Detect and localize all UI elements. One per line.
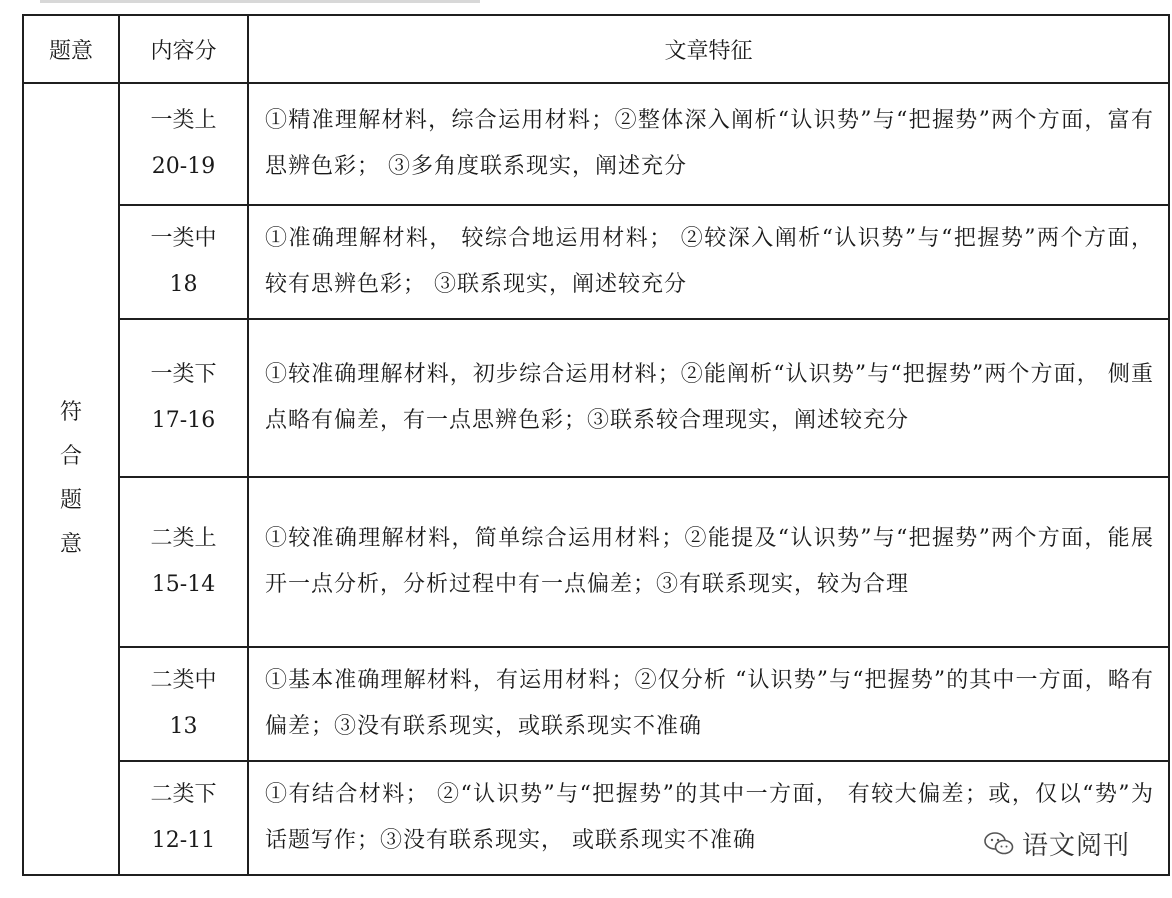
watermark — [978, 823, 1136, 864]
grade-score: 20-19 — [151, 154, 216, 179]
grade-cell — [119, 477, 248, 647]
grade-score: 12-11 — [151, 828, 216, 853]
watermark-text: 语文阅刊 — [1021, 831, 1130, 861]
scoring-rubric-table — [22, 14, 1170, 876]
feature-cell: ①精准理解材料，综合运用材料；②整体深入阐析“认识势”与“把握势”两个方面，富有思辨色彩； ③多角度联系现实，阐述充分 — [248, 83, 1169, 205]
grade-score: 15-14 — [151, 572, 216, 597]
grade-cell — [119, 761, 248, 875]
table-row — [23, 319, 1169, 477]
grade-cell — [119, 647, 248, 761]
feature-cell: ①较准确理解材料，初步综合运用材料；②能阐析“认识势”与“把握势”两个方面， 侧重点略有偏差，有一点思辨色彩；③联系较合理现实，阐述较充分 — [248, 319, 1169, 477]
topic-cell — [23, 83, 119, 875]
topic-label — [58, 391, 84, 567]
table-row — [23, 205, 1169, 319]
topic-char: 意 — [59, 532, 82, 557]
topic-char: 题 — [59, 488, 82, 513]
grade-cell — [119, 319, 248, 477]
grade-score: 18 — [169, 272, 198, 297]
header-grade: 内容分 — [119, 15, 248, 83]
grade-score: 17-16 — [151, 408, 216, 433]
feature-cell: ①有结合材料； ②“认识势”与“把握势”的其中一方面， 有较大偏差；或，仅以“势”为话题写作；③没有联系现实， 或联系现实不准确 — [248, 761, 1169, 875]
grade-score: 13 — [169, 714, 198, 739]
grade-cell — [119, 205, 248, 319]
grade-level: 一类上 — [150, 108, 217, 133]
header-feature: 文章特征 — [248, 15, 1169, 83]
grade-level: 二类中 — [150, 668, 217, 693]
top-cropped-strip — [40, 0, 480, 3]
table-row — [23, 83, 1169, 205]
header-topic: 题意 — [23, 15, 119, 83]
table-row — [23, 477, 1169, 647]
grade-level: 二类下 — [150, 782, 217, 807]
grade-cell — [119, 83, 248, 205]
topic-char: 合 — [59, 444, 82, 469]
wechat-icon — [984, 831, 1014, 857]
feature-cell: ①基本准确理解材料，有运用材料；②仅分析 “认识势”与“把握势”的其中一方面，略有偏差；③没有联系现实，或联系现实不准确 — [248, 647, 1169, 761]
grade-level: 一类中 — [150, 226, 217, 251]
grade-level: 一类下 — [150, 362, 217, 387]
table-row — [23, 647, 1169, 761]
grade-level: 二类上 — [150, 526, 217, 551]
feature-cell: ①较准确理解材料，简单综合运用材料；②能提及“认识势”与“把握势”两个方面，能展开一点分析，分析过程中有一点偏差；③有联系现实，较为合理 — [248, 477, 1169, 647]
topic-char: 符 — [59, 400, 82, 425]
header-row — [23, 15, 1169, 83]
feature-cell: ①准确理解材料， 较综合地运用材料； ②较深入阐析“认识势”与“把握势”两个方面，较有思辨色彩； ③联系现实，阐述较充分 — [248, 205, 1169, 319]
